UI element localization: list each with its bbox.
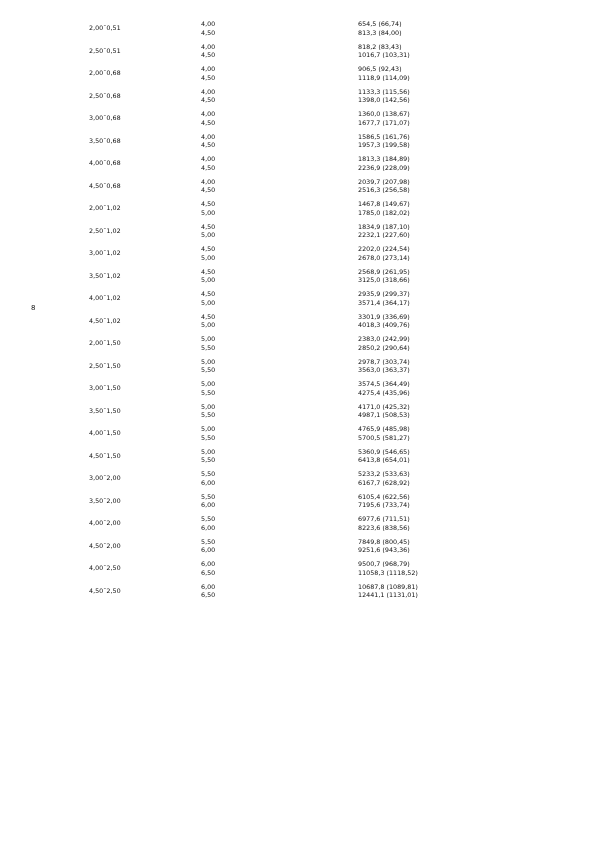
load-value: 2202,0 (224,54) xyxy=(358,245,410,253)
thickness-cell xyxy=(201,223,215,240)
thickness-value: 4,00 xyxy=(201,110,216,118)
thickness-value: 4,50 xyxy=(201,141,216,149)
thickness-cell xyxy=(201,358,215,375)
size-cell: 4,50ˉ0,68 xyxy=(89,181,121,190)
size-cell: 4,50ˉ1,50 xyxy=(89,451,121,460)
size-cell: 3,00ˉ0,68 xyxy=(89,114,121,122)
load-cell xyxy=(358,110,410,127)
table-row xyxy=(0,268,595,291)
load-value: 906,5 (92,43) xyxy=(358,65,402,73)
thickness-value: 4,50 xyxy=(201,28,216,37)
thickness-value: 4,00 xyxy=(201,65,216,73)
thickness-cell xyxy=(201,515,215,532)
load-value: 6977,6 (711,51) xyxy=(358,515,410,523)
load-cell xyxy=(358,88,410,105)
thickness-value: 4,50 xyxy=(201,186,216,194)
table-row xyxy=(0,425,595,448)
table-row xyxy=(0,335,595,358)
size-cell: 2,00ˉ1,02 xyxy=(89,204,121,212)
load-value: 1834,9 (187,10) xyxy=(358,222,410,231)
load-cell xyxy=(358,493,410,510)
thickness-cell xyxy=(201,43,215,60)
load-value: 7849,8 (800,45) xyxy=(358,537,410,546)
thickness-value: 6,00 xyxy=(201,560,216,568)
size-cell: 4,00ˉ0,68 xyxy=(89,159,121,167)
page-number: 8 xyxy=(31,304,36,312)
load-cell xyxy=(358,133,410,150)
load-value: 8223,6 (838,56) xyxy=(358,523,410,532)
load-value: 2978,7 (303,74) xyxy=(358,357,410,366)
size-cell: 4,00ˉ1,02 xyxy=(89,294,121,302)
size-cell: 3,50ˉ2,00 xyxy=(89,496,121,505)
load-value: 1016,7 (103,31) xyxy=(358,51,410,59)
table-row xyxy=(0,88,595,111)
load-value: 7195,6 (733,74) xyxy=(358,501,410,509)
load-value: 3301,9 (336,69) xyxy=(358,312,410,321)
load-value: 4987,1 (508,53) xyxy=(358,411,410,419)
thickness-value: 5,50 xyxy=(201,343,216,352)
load-value: 1360,0 (138,67) xyxy=(358,110,410,118)
thickness-value: 5,50 xyxy=(201,515,216,523)
size-cell: 2,00ˉ0,51 xyxy=(89,24,121,32)
thickness-value: 4,00 xyxy=(201,132,216,141)
load-value: 12441,1 (1131,01) xyxy=(358,591,418,599)
thickness-cell xyxy=(201,268,215,285)
thickness-value: 4,50 xyxy=(201,163,216,172)
load-value: 2568,9 (261,95) xyxy=(358,267,410,276)
thickness-value: 6,00 xyxy=(201,501,216,509)
thickness-value: 4,50 xyxy=(201,290,216,298)
load-cell xyxy=(358,335,410,352)
size-cell: 4,50ˉ2,50 xyxy=(89,586,121,595)
load-cell xyxy=(358,583,418,600)
thickness-value: 5,00 xyxy=(201,321,216,329)
load-value: 1785,0 (182,02) xyxy=(358,208,410,217)
size-cell: 3,50ˉ1,02 xyxy=(89,271,121,280)
thickness-cell xyxy=(201,133,215,150)
load-cell xyxy=(358,538,410,555)
table-row xyxy=(0,538,595,561)
load-value: 5700,5 (581,27) xyxy=(358,433,410,442)
thickness-value: 4,50 xyxy=(201,245,216,253)
size-cell: 3,00ˉ1,02 xyxy=(89,249,121,257)
thickness-value: 5,00 xyxy=(201,402,216,411)
thickness-value: 6,00 xyxy=(201,478,216,487)
load-cell xyxy=(358,65,410,82)
load-value: 4275,4 (435,96) xyxy=(358,388,410,397)
thickness-value: 4,50 xyxy=(201,51,216,59)
thickness-value: 4,50 xyxy=(201,312,216,321)
load-value: 1813,3 (184,89) xyxy=(358,155,410,163)
load-value: 11058,3 (1118,52) xyxy=(358,568,418,577)
table-row xyxy=(0,110,595,133)
load-cell xyxy=(358,245,410,262)
thickness-value: 4,50 xyxy=(201,222,216,231)
load-cell xyxy=(358,358,410,375)
table-row xyxy=(0,133,595,156)
load-value: 813,3 (84,00) xyxy=(358,28,402,37)
load-value: 1398,0 (142,56) xyxy=(358,96,410,104)
load-cell xyxy=(358,470,410,487)
thickness-cell xyxy=(201,470,215,487)
thickness-value: 5,00 xyxy=(201,253,216,262)
data-table xyxy=(0,20,595,605)
thickness-value: 5,50 xyxy=(201,388,216,397)
thickness-cell xyxy=(201,380,215,397)
size-cell: 4,00ˉ2,50 xyxy=(89,564,121,572)
load-value: 9500,7 (968,79) xyxy=(358,560,410,568)
thickness-value: 4,00 xyxy=(201,20,216,28)
table-row xyxy=(0,515,595,538)
thickness-value: 5,00 xyxy=(201,425,216,433)
thickness-value: 5,50 xyxy=(201,456,216,464)
load-cell xyxy=(358,155,410,172)
thickness-value: 4,00 xyxy=(201,155,216,163)
load-cell xyxy=(358,268,410,285)
thickness-value: 4,50 xyxy=(201,267,216,276)
load-value: 2039,7 (207,98) xyxy=(358,177,410,186)
table-row xyxy=(0,448,595,471)
thickness-value: 5,50 xyxy=(201,411,216,419)
load-cell xyxy=(358,20,402,37)
load-value: 3563,0 (363,37) xyxy=(358,366,410,374)
thickness-cell xyxy=(201,65,215,82)
table-row xyxy=(0,245,595,268)
thickness-value: 6,50 xyxy=(201,568,216,577)
load-value: 3574,5 (364,49) xyxy=(358,380,410,388)
load-value: 2678,0 (273,14) xyxy=(358,253,410,262)
thickness-cell xyxy=(201,155,215,172)
thickness-value: 5,50 xyxy=(201,537,216,546)
load-value: 1677,7 (171,07) xyxy=(358,118,410,127)
thickness-value: 4,50 xyxy=(201,200,216,208)
size-cell: 4,00ˉ1,50 xyxy=(89,429,121,437)
table-row xyxy=(0,43,595,66)
thickness-value: 5,50 xyxy=(201,470,216,478)
thickness-value: 6,00 xyxy=(201,582,216,591)
load-value: 6413,8 (654,01) xyxy=(358,456,410,464)
thickness-cell xyxy=(201,335,215,352)
size-cell: 3,50ˉ0,68 xyxy=(89,136,121,145)
thickness-value: 6,00 xyxy=(201,546,216,554)
load-value: 6167,7 (628,92) xyxy=(358,478,410,487)
table-row xyxy=(0,65,595,88)
load-value: 1133,3 (115,56) xyxy=(358,87,410,96)
load-cell xyxy=(358,515,410,532)
size-cell: 2,50ˉ0,51 xyxy=(89,46,121,55)
size-cell: 3,00ˉ2,00 xyxy=(89,474,121,482)
thickness-cell xyxy=(201,20,215,37)
size-cell: 3,00ˉ1,50 xyxy=(89,384,121,392)
load-value: 1586,5 (161,76) xyxy=(358,132,410,141)
thickness-value: 5,00 xyxy=(201,380,216,388)
thickness-cell xyxy=(201,88,215,105)
load-value: 5233,2 (533,63) xyxy=(358,470,410,478)
table-row xyxy=(0,290,595,313)
load-value: 654,5 (66,74) xyxy=(358,20,402,28)
thickness-value: 5,00 xyxy=(201,298,216,307)
load-value: 5360,9 (546,65) xyxy=(358,447,410,456)
load-value: 2232,1 (227,60) xyxy=(358,231,410,239)
thickness-value: 5,00 xyxy=(201,231,216,239)
load-cell xyxy=(358,313,410,330)
thickness-value: 5,00 xyxy=(201,447,216,456)
thickness-cell xyxy=(201,178,215,195)
table-row xyxy=(0,380,595,403)
thickness-cell xyxy=(201,200,215,217)
thickness-value: 5,00 xyxy=(201,276,216,284)
table-row xyxy=(0,200,595,223)
load-value: 6105,4 (622,56) xyxy=(358,492,410,501)
load-value: 3125,0 (318,66) xyxy=(358,276,410,284)
load-value: 4018,3 (409,76) xyxy=(358,321,410,329)
load-cell xyxy=(358,425,410,442)
thickness-value: 6,00 xyxy=(201,523,216,532)
load-value: 2850,2 (290,64) xyxy=(358,343,410,352)
thickness-cell xyxy=(201,403,215,420)
table-row xyxy=(0,20,595,43)
size-cell: 2,00ˉ1,50 xyxy=(89,339,121,347)
size-cell: 4,50ˉ1,02 xyxy=(89,316,121,325)
load-value: 2935,9 (299,37) xyxy=(358,290,410,298)
thickness-cell xyxy=(201,583,215,600)
thickness-cell xyxy=(201,290,215,307)
thickness-value: 5,50 xyxy=(201,366,216,374)
table-row xyxy=(0,313,595,336)
thickness-cell xyxy=(201,110,215,127)
table-row xyxy=(0,178,595,201)
thickness-cell xyxy=(201,245,215,262)
load-value: 10687,8 (1089,81) xyxy=(358,582,418,591)
table-row xyxy=(0,583,595,606)
size-cell: 4,50ˉ2,00 xyxy=(89,541,121,550)
thickness-cell xyxy=(201,493,215,510)
load-value: 4171,0 (425,32) xyxy=(358,402,410,411)
load-value: 1118,9 (114,09) xyxy=(358,73,410,82)
load-cell xyxy=(358,43,410,60)
load-value: 2236,9 (228,09) xyxy=(358,163,410,172)
load-cell xyxy=(358,178,410,195)
thickness-value: 4,00 xyxy=(201,42,216,51)
size-cell: 4,00ˉ2,00 xyxy=(89,519,121,527)
size-cell: 2,50ˉ1,50 xyxy=(89,361,121,370)
load-value: 1957,3 (199,58) xyxy=(358,141,410,149)
load-cell xyxy=(358,290,410,307)
table-row xyxy=(0,155,595,178)
thickness-value: 4,50 xyxy=(201,73,216,82)
table-row xyxy=(0,560,595,583)
table-row xyxy=(0,470,595,493)
load-cell xyxy=(358,200,410,217)
thickness-value: 5,00 xyxy=(201,208,216,217)
table-row xyxy=(0,493,595,516)
table-row xyxy=(0,223,595,246)
thickness-value: 4,50 xyxy=(201,96,216,104)
thickness-cell xyxy=(201,538,215,555)
thickness-value: 4,00 xyxy=(201,177,216,186)
load-value: 4765,9 (485,98) xyxy=(358,425,410,433)
thickness-value: 4,50 xyxy=(201,118,216,127)
thickness-value: 5,00 xyxy=(201,357,216,366)
load-value: 2516,3 (256,58) xyxy=(358,186,410,194)
thickness-value: 4,00 xyxy=(201,87,216,96)
load-value: 3571,4 (364,17) xyxy=(358,298,410,307)
thickness-value: 5,50 xyxy=(201,492,216,501)
table-row xyxy=(0,358,595,381)
size-cell: 2,00ˉ0,68 xyxy=(89,69,121,77)
size-cell: 2,50ˉ1,02 xyxy=(89,226,121,235)
thickness-value: 5,50 xyxy=(201,433,216,442)
thickness-cell xyxy=(201,313,215,330)
load-cell xyxy=(358,380,410,397)
load-value: 1467,8 (149,67) xyxy=(358,200,410,208)
load-value: 818,2 (83,43) xyxy=(358,42,402,51)
table-row xyxy=(0,403,595,426)
thickness-cell xyxy=(201,560,215,577)
size-cell: 2,50ˉ0,68 xyxy=(89,91,121,100)
thickness-cell xyxy=(201,425,215,442)
thickness-cell xyxy=(201,448,215,465)
load-value: 2383,0 (242,99) xyxy=(358,335,410,343)
thickness-value: 5,00 xyxy=(201,335,216,343)
load-cell xyxy=(358,223,410,240)
load-value: 9251,6 (943,36) xyxy=(358,546,410,554)
thickness-value: 6,50 xyxy=(201,591,216,599)
load-cell xyxy=(358,403,410,420)
load-cell xyxy=(358,448,410,465)
load-cell xyxy=(358,560,418,577)
size-cell: 3,50ˉ1,50 xyxy=(89,406,121,415)
